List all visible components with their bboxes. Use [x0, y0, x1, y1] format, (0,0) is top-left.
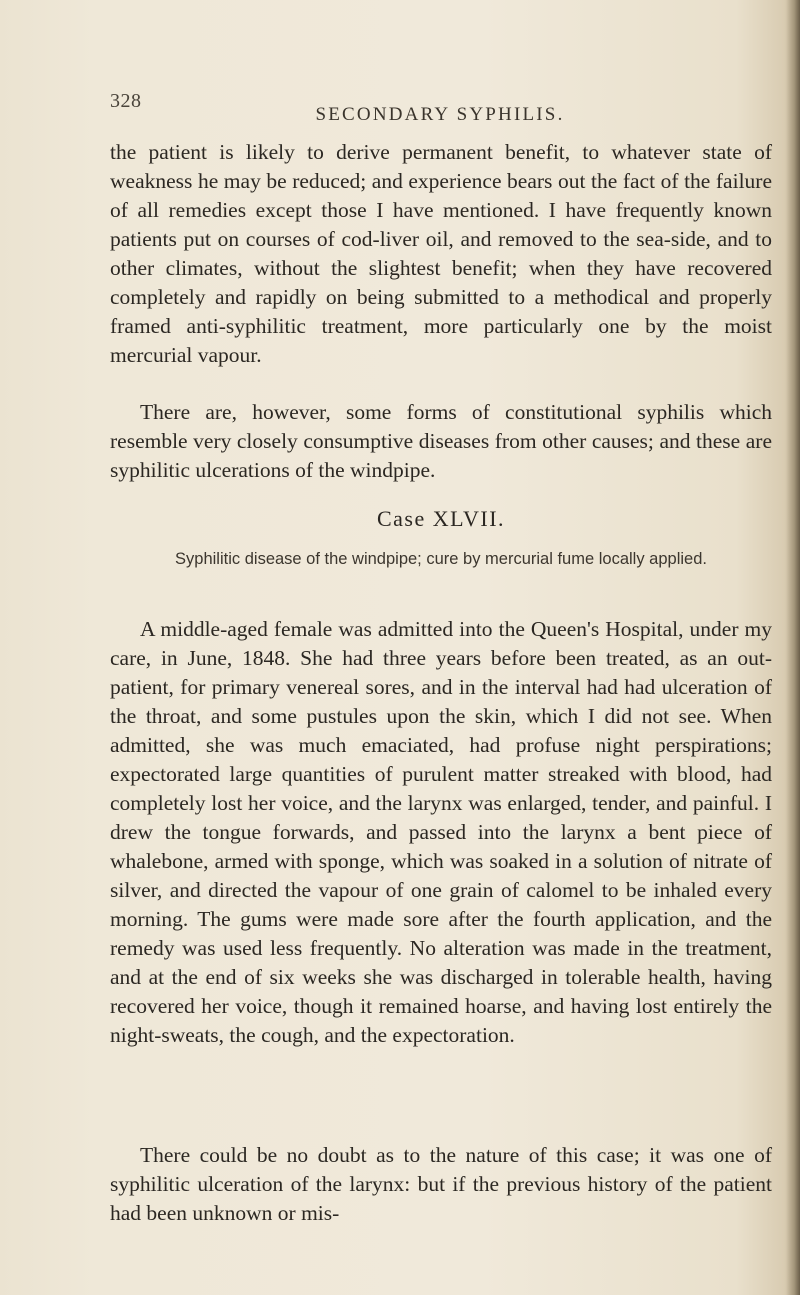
paragraph-1: the patient is likely to derive permanent benefit, to whatever state of weakness he may be reduced; and experience bears out the fact of the failure of all remedies except those I have mentioned. I have frequently known patients put on courses of cod-liver oil, and removed to the sea-side, and to other climates, without the slightest benefit; when they have recovered completely and rapidly on being submitted to a methodical and properly framed anti-syphilitic treatment, more particularly one by the moist mercurial vapour.	[110, 140, 772, 367]
paragraph-2: There are, however, some forms of constitutional syphilis which resemble very closely consumptive diseases from other causes; and these are syphilitic ulcerations of the windpipe.	[110, 400, 772, 482]
case-title: Case XLVII.	[376, 506, 506, 531]
case-paragraph-1: A middle-aged female was admitted into the Queen's Hospital, under my care, in June, 1848. She had three years before been treated, as an out-patient, for primary venereal sores, and in the interval had had ulceration of the throat, and some pustules upon the skin, which I did not see. When admitted, she was much emaciated, had profuse night perspirations; expectorated large quantities of purulent matter streaked with blood, had completely lost her voice, and the larynx was enlarged, tender, and painful. I drew the tongue forwards, and passed into the larynx a bent piece of whalebone, armed with sponge, which was soaked in a solution of nitrate of silver, and directed the vapour of one grain of calomel to be inhaled every morning. The gums were made sore after the fourth application, and the remedy was used less frequently. No alteration was made in the treatment, and at the end of six weeks she was discharged in tolerable health, having recovered her voice, though it remained hoarse, and having lost entirely the night-sweats, the cough, and the expectoration.	[110, 617, 772, 1047]
page-header	[110, 90, 770, 134]
case-subtitle: Syphilitic disease of the windpipe; cure by mercurial fume locally applied.	[175, 550, 707, 568]
page-number: 328	[110, 90, 142, 112]
page-edge-shadow	[786, 0, 800, 1295]
running-title: SECONDARY SYPHILIS.	[315, 104, 565, 125]
case-paragraph-2: There could be no doubt as to the nature of this case; it was one of syphilitic ulceration of the larynx: but if the previous history of the patient had been unknown or mis-	[110, 1143, 772, 1225]
